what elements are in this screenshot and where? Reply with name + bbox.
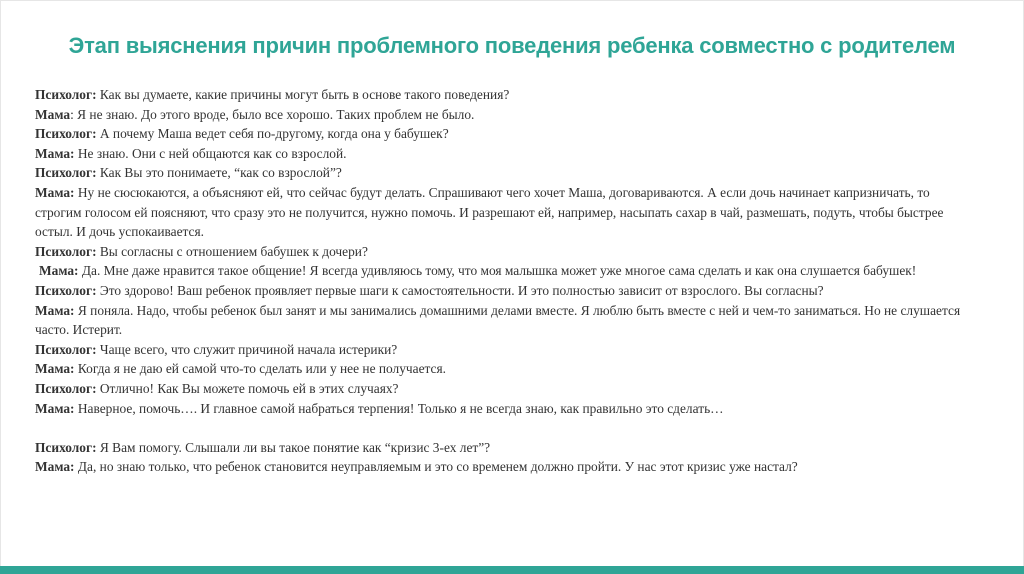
dialog-line [35,124,965,144]
speaker-label: Психолог: [35,87,97,102]
dialog-line [35,85,965,105]
line-text: Отлично! Как Вы можете помочь ей в этих случаях? [96,380,399,396]
speaker-label: Мама: [35,302,75,318]
line-text: Да, но знаю только, что ребенок становится неуправляемым и это со временем должно пройти. У нас этот кризис уже настал? [74,459,798,475]
speaker-label: Мама: [35,400,75,416]
speaker-label: Мама: [35,361,75,377]
dialog-line [35,340,965,360]
line-text: А почему Маша ведет себя по-другому, когда она у бабушек? [96,126,449,142]
line-text: Вы согласны с отношением бабушек к дочери? [96,243,368,259]
dialog-line [35,457,965,477]
dialog-line [35,359,965,379]
line-text: Как Вы это понимаете, “как со взрослой”? [96,165,342,181]
line-text: Чаще всего, что служит причиной начала истерики? [96,341,398,357]
dialog-body [35,85,965,477]
dialog-line [35,183,965,242]
dialog-line [35,379,965,399]
speaker-label: Психолог: [35,126,97,142]
dialog-line [35,163,965,183]
line-text: Да. Мне даже нравится такое общение! Я всегда удивляюсь тому, что моя малышка может уже многое сама сделать и как она слушается бабушек! [78,263,917,279]
line-text: Не знаю. Они с ней общаются как со взрослой. [74,145,347,161]
line-text: Наверное, помочь…. И главное самой набраться терпения! Только я не всегда знаю, как правильно это сделать… [74,400,724,416]
speaker-label: Мама: [35,459,75,475]
line-text: Ну не сюсюкаются, а объясняют ей, что сейчас будут делать. Спрашивают чего хочет Маша, договариваются. А если дочь начинает капризничать, то строгим голосом ей поясняют, что сразу это не получится, нужно помочь. И разрешают ей, например, насыпать сахар в чай, размешать, подуть, чтобы быстрее остыл. И дочь успокаивается. [35,184,944,240]
dialog-line [35,438,965,458]
dialog-line [35,105,965,125]
dialog-line [35,242,965,262]
line-text: : Я не знаю. До этого вроде, было все хорошо. Таких проблем не было. [70,106,475,122]
dialog-line [35,281,965,301]
speaker-label: Психолог: [35,341,97,357]
speaker-label: Психолог: [35,380,97,396]
speaker-label: Психолог: [35,165,97,181]
speaker-label: Психолог: [35,282,97,298]
speaker-label: Мама: [35,145,75,161]
speaker-label: Мама: [39,263,79,279]
dialog-line [35,399,965,419]
bottom-accent-bar [0,566,1024,574]
line-text: Когда я не даю ей самой что-то сделать или у нее не получается. [74,361,447,377]
line-text: Это здорово! Ваш ребенок проявляет первые шаги к самостоятельности. И это полностью зависит от взрослого. Вы согласны? [96,282,824,298]
line-text: Я поняла. Надо, чтобы ребенок был занят и мы занимались домашними делами вместе. Я люблю быть вместе с ней и чем-то заниматься. Но не слушается часто. Истерит. [35,302,961,338]
dialog-line [35,301,965,340]
speaker-label: Мама [35,106,71,122]
dialog-line [35,144,965,164]
speaker-label: Психолог: [35,439,97,455]
dialog-line [35,261,965,281]
paragraph-gap [35,418,965,438]
speaker-label: Психолог: [35,243,97,259]
speaker-label: Мама: [35,184,75,200]
slide-title: Этап выяснения причин проблемного поведения ребенка совместно с родителем [68,33,956,58]
line-text: Как вы думаете, какие причины могут быть в основе такого поведения? [96,87,510,102]
line-text: Я Вам помогу. Слышали ли вы такое понятие как “кризис 3-ех лет”? [96,439,491,455]
